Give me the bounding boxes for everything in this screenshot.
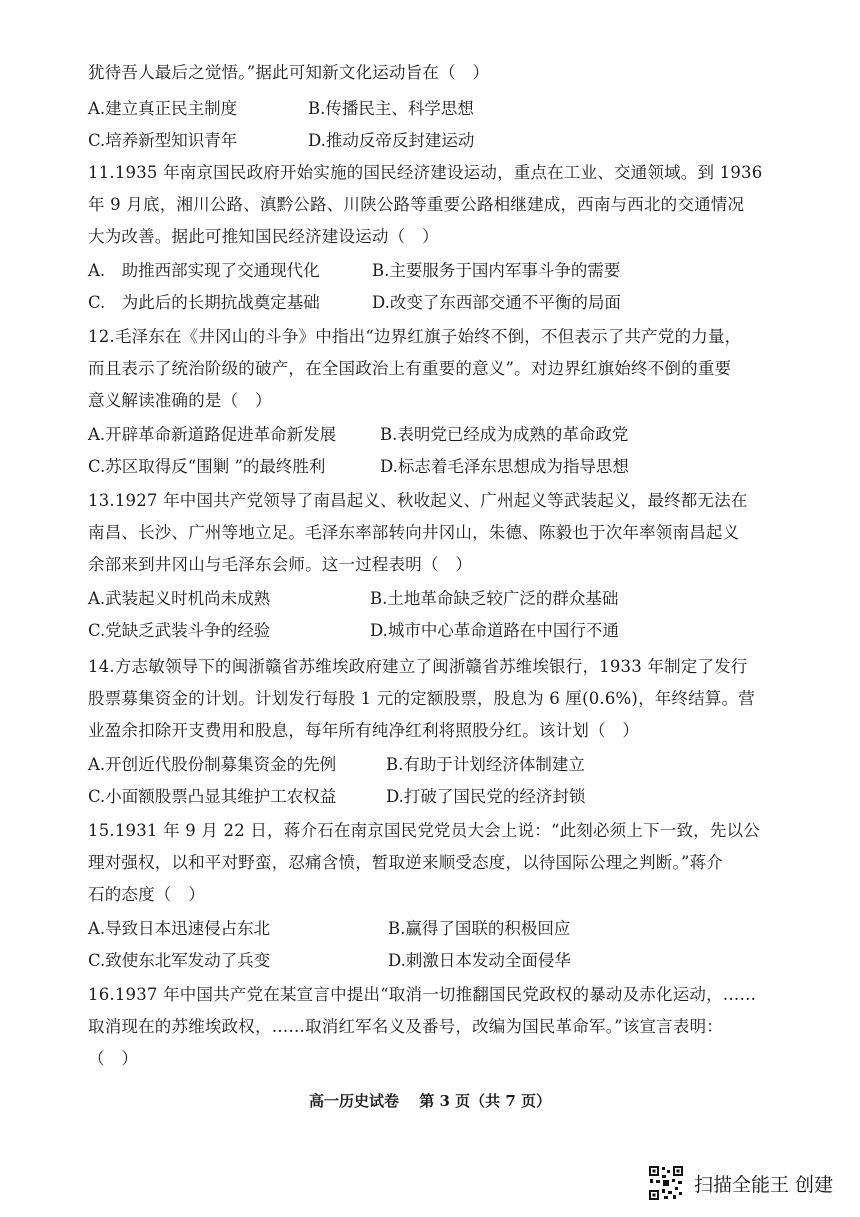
option-b: B.传播民主、科学思想 <box>308 99 474 118</box>
question-11-line: 年 9 月底，湘川公路、滇黔公路、川陕公路等重要公路相继建成，西南与西北的交通情况 <box>88 195 745 214</box>
option-c: C.培养新型知识青年 <box>88 131 238 150</box>
option-d: D.打破了国民党的经济封锁 <box>386 787 586 806</box>
question-16-line: 16.1937 年中国共产党在某宣言中提出“取消一切推翻国民党政权的暴动及赤化运动，…… <box>88 985 757 1004</box>
scanner-watermark <box>648 1163 833 1203</box>
question-12-line: 而且表示了统治阶级的破产，在全国政治上有重要的意义”。对边界红旗始终不倒的重要 <box>88 359 732 378</box>
question-11-line: 11.1935 年南京国民政府开始实施的国民经济建设运动，重点在工业、交通领域。到 1936 <box>88 163 763 182</box>
question-11-line: 大为改善。据此可推知国民经济建设运动（ ） <box>88 227 439 246</box>
question-12-line: 意义解读准确的是（ ） <box>88 391 272 410</box>
option-c: C.致使东北军发动了兵变 <box>88 951 271 970</box>
option-d: D.推动反帝反封建运动 <box>308 131 475 150</box>
option-c: C.党缺乏武装斗争的经验 <box>88 621 271 640</box>
question-14-line: 14.方志敏领导下的闽浙赣省苏维埃政府建立了闽浙赣省苏维埃银行，1933 年制定了发行 <box>88 657 748 676</box>
question-16-line: 取消现在的苏维埃政权，……取消红军名义及番号，改编为国民革命军。”该宣言表明： <box>88 1017 723 1036</box>
question-15-line: 15.1931 年 9 月 22 日，蒋介石在南京国民党党员大会上说：“此刻必须上下一致，先以公 <box>88 821 760 840</box>
question-14-line: 业盈余扣除开支费用和股息，每年所有纯净红利将照股分红。该计划（ ） <box>88 721 640 740</box>
text-line: 犹待吾人最后之觉悟。”据此可知新文化运动旨在（ ） <box>88 63 490 82</box>
question-13-line: 余部来到井冈山与毛泽东会师。这一过程表明（ ） <box>88 555 473 574</box>
question-16-line: （ ） <box>88 1049 139 1068</box>
option-a: A.开创近代股份制募集资金的先例 <box>88 755 337 774</box>
qr-code-icon <box>648 1165 684 1201</box>
question-15-line: 石的态度（ ） <box>88 885 205 904</box>
option-b: B.表明党已经成为成熟的革命政党 <box>380 425 629 444</box>
option-a: A.导致日本迅速侵占东北 <box>88 919 271 938</box>
option-b: B.有助于计划经济体制建立 <box>386 755 585 774</box>
option-d: D.刺激日本发动全面侵华 <box>388 951 571 970</box>
question-15-line: 理对强权，以和平对野蛮，忍痛含愤，暂取逆来顺受态度，以待国际公理之判断。”蒋介 <box>88 853 723 872</box>
option-a: A.开辟革命新道路促进革命新发展 <box>88 425 337 444</box>
option-b: B.主要服务于国内军事斗争的需要 <box>372 261 621 280</box>
option-c: C. 为此后的长期抗战奠定基础 <box>88 293 320 312</box>
option-a: A.武装起义时机尚未成熟 <box>88 589 271 608</box>
option-b: B.赢得了国联的积极回应 <box>388 919 571 938</box>
option-d: D.城市中心革命道路在中国行不通 <box>370 621 619 640</box>
option-a: A. 助推西部实现了交通现代化 <box>88 261 320 280</box>
question-13-line: 南昌、长沙、广州等地立足。毛泽东率部转向井冈山，朱德、陈毅也于次年率领南昌起义 <box>88 523 740 542</box>
option-a: A.建立真正民主制度 <box>88 99 238 118</box>
question-12-line: 12.毛泽东在《井冈山的斗争》中指出“边界红旗子始终不倒，不但表示了共产党的力量， <box>88 327 742 346</box>
option-c: C.苏区取得反“围剿 ”的最终胜利 <box>88 457 326 476</box>
option-b: B.土地革命缺乏较广泛的群众基础 <box>370 589 619 608</box>
option-c: C.小面额股票凸显其维护工农权益 <box>88 787 337 806</box>
option-d: D.标志着毛泽东思想成为指导思想 <box>380 457 629 476</box>
watermark-label: 扫描全能王 创建 <box>694 1173 834 1196</box>
option-d: D.改变了东西部交通不平衡的局面 <box>372 293 621 312</box>
question-14-line: 股票募集资金的计划。计划发行每股 1 元的定额股票，股息为 6 厘(0.6%)，年终结算。营 <box>88 689 755 708</box>
question-13-line: 13.1927 年中国共产党领导了南昌起义、秋收起义、广州起义等武装起义，最终都无法在 <box>88 491 748 510</box>
page-footer: 高一历史试卷 第 3 页（共 7 页） <box>309 1092 551 1110</box>
